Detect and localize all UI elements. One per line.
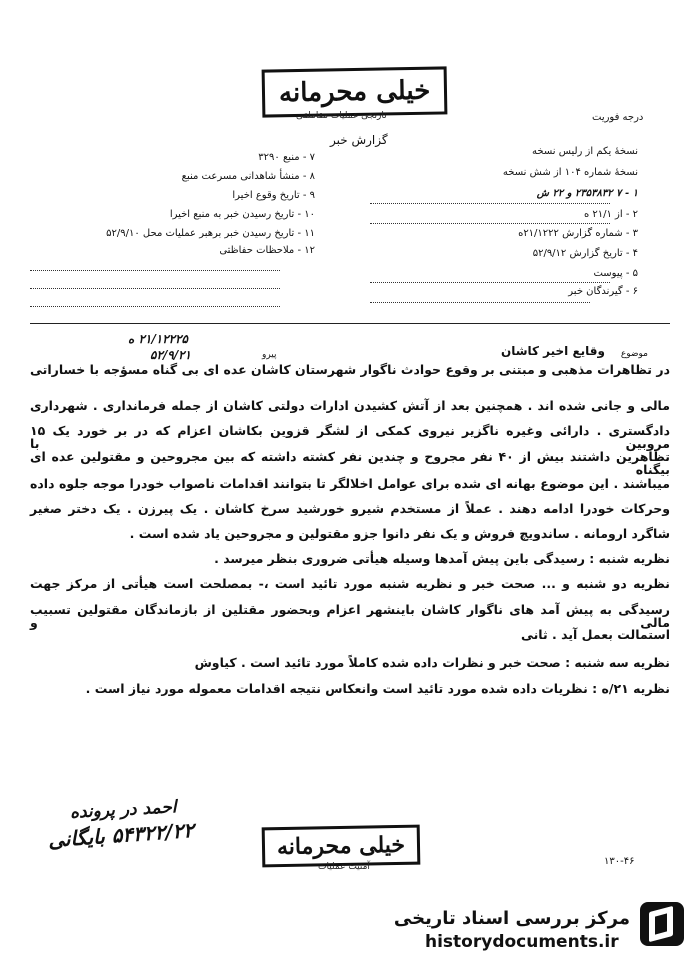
- field-5-attachment: ۵ - پیوست: [593, 268, 638, 279]
- left-underline-1: [30, 270, 280, 271]
- field-8-origin: ۸ - منشأ شاهدانی مسرعت منبع: [181, 171, 315, 182]
- top-stamp-subtext: نارنجی عملیات مقاملقی: [296, 111, 387, 121]
- body-line-1: در تظاهرات مذهبی و مبتنی بر وقوع حوادث ناگوار شهرستان کاشان عده ای بی گناه مسؤجه با خساراتی: [30, 362, 670, 377]
- field-7-source: ۷ - منبع ۳۲۹۰: [258, 152, 315, 163]
- body-line-5: میباشند . این موضوع بهانه ای شده برای عوامل اخلالگر تا بتوانند اقدامات ناصواب خودرا موجه جلوه داده: [30, 476, 670, 491]
- body-line-6: وحرکات خودرا ادامه دهند . عملاً از مستخدم شیرو خورشید سرخ کاشان . یک پیرزن . یک دختر صغیر: [30, 501, 670, 516]
- history-documents-logo-icon: [640, 902, 684, 946]
- field-1: ۱ - ۷ ۲۳۵۳۸۳۲ و ۲۲ ش: [536, 188, 638, 199]
- subject-label: موضوع: [620, 349, 648, 359]
- note-monday-2: رسیدگی به پیش آمد های ناگوار کاشان باینشهر اعزام وبحضور مقتلین از بازماندگان مقتولین تسبیب مالی و: [30, 602, 670, 630]
- note-saturday: نظریه شنبه : رسیدگی باین پیش آمدها وسیله هیأتی ضروری بنظر میرسد .: [214, 551, 670, 566]
- field-copy-first: نسخهٔ یکم از رلیس نسخه: [532, 146, 638, 157]
- watermark-url: historydocuments.ir: [425, 932, 619, 952]
- bottom-stamp-subtext: آمنیت عملیات: [318, 862, 370, 872]
- ref-number: ۲۱/۱۲۲۲۵ ه: [128, 332, 188, 346]
- note-final: نظریه ۲۱/ه : نظریات داده شده مورد تائید است وانعکاس نتیجه اقدامات معموله مورد نیاز است .: [85, 681, 670, 696]
- report-title: گزارش خبر: [330, 133, 388, 147]
- body-line-4: تظاهرین داشتند بیش از ۴۰ نفر مجروح و چندین نفر کشته داشته که بین مجروحین و مقتولین عده ای بیگناه: [30, 449, 670, 477]
- note-monday-1: نظریه دو شنبه و ... صحت خبر و نظریه شنبه مورد تائید است ،- بمصلحت است هیأتی از مرکز جهت: [30, 576, 670, 591]
- bottom-secret-stamp: [262, 825, 421, 868]
- watermark-title: مرکز بررسی اسناد تاریخی: [393, 908, 630, 929]
- body-line-7: شاگرد ارومانه . ساندویچ فروش و یک نفر دانوا جزو مقتولین و مجروحین یاد شده است .: [129, 526, 670, 541]
- urgency-label: درجه فوریت: [592, 112, 644, 123]
- body-line-3: دادگستری . دارائی وغیره ناگزیر نیروی کمکی از لشگر قزوین بکاشان اعزام که در بر خورد یک ۱۵ مروبین با: [30, 423, 670, 451]
- field-9-occurrence-date: ۹ - تاریخ وقوع اخیرا: [232, 190, 315, 201]
- field-2-from: ۲ - از ۲۱/۱ ه: [583, 209, 638, 220]
- field-4-report-date: ۴ - تاریخ گزارش ۵۲/۹/۱۲: [532, 248, 638, 259]
- field-6-recipients: ۶ - گیرندگان خبر: [568, 286, 638, 297]
- footer-code: ۱۳۰-۴۶: [604, 856, 635, 867]
- handwritten-note-2: ۵۴۳۲۲/۲۲ بایگانی: [47, 817, 195, 853]
- note-monday-3: استمالت بعمل آید . ثانی: [520, 627, 670, 642]
- body-line-2: مالی و جانی شده اند . همچنین بعد از آتش کشیدن ادارات دولتی کاشان از جمله فرمانداری . شهرداری: [30, 398, 670, 413]
- field-copy-number: نسخهٔ شماره ۱۰۴ از شش نسخه: [502, 167, 638, 178]
- ref-label: پیرو: [262, 350, 277, 360]
- right-underline-2: [370, 223, 610, 224]
- right-underline-4: [370, 302, 590, 303]
- bottom-stamp-text: خیلی محرمانه: [276, 831, 406, 861]
- left-underline-3: [30, 306, 280, 307]
- field-3-report-number: ۳ - شماره گزارش ۲۱/۱۲۲۲ه: [518, 228, 638, 239]
- right-underline-3: [370, 282, 610, 283]
- header-divider: [30, 323, 670, 324]
- top-stamp-text: خیلی محرمانه: [278, 75, 431, 109]
- field-10-received-date: ۱۰ - تاریخ رسیدن خبر به منبع اخیرا: [169, 209, 315, 220]
- handwritten-note-1: احمد در پرونده: [69, 797, 177, 823]
- subject-value: وقایع اخیر کاشان: [500, 344, 605, 358]
- field-12-security-notes: ۱۲ - ملاحظات حفاظتی: [219, 245, 315, 256]
- top-secret-stamp: [262, 66, 448, 117]
- ref-date: ۵۲/۹/۲۱: [150, 348, 191, 362]
- right-underline-1: [370, 203, 610, 204]
- note-tuesday: نظریه سه شنبه : صحت خبر و نظرات داده شده کاملاً مورد تائید است . کیاوش: [194, 655, 670, 670]
- field-11-ops-date: ۱۱ - تاریخ رسیدن خبر برهبر عملیات محل ۵۲/۹/۱۰: [106, 228, 315, 239]
- left-underline-2: [30, 288, 280, 289]
